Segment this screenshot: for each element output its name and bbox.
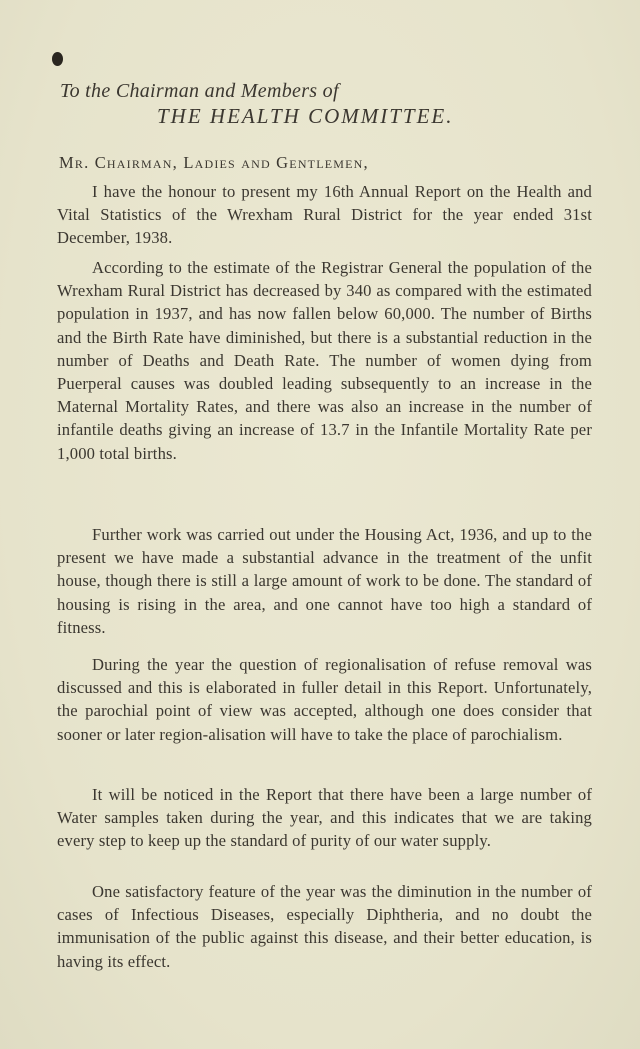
paragraph-water-samples: It will be noticed in the Report that there have been a large number of Water samples taken during the year, and this indicates that we are taking every step to keep up the standard of purity of our water supply. — [57, 785, 592, 851]
greeting: Mr. Chairman, Ladies and Gentlemen, — [59, 153, 369, 172]
binding-hole-mark — [52, 52, 63, 66]
salutation-line-1: To the Chairman and Members of — [60, 80, 339, 102]
paragraph-introduction: I have the honour to present my 16th Annual Report on the Health and Vital Statistics of the Wrexham Rural District for the year ended 31st December, 1938. — [57, 182, 592, 248]
paragraph-infectious-diseases: One satisfactory feature of the year was the diminution in the number of cases of Infectious Diseases, especially Diphtheria, and no doubt the immunisation of the public against this disease, and their better education, is having its effect. — [57, 882, 592, 971]
salutation-line-2: THE HEALTH COMMITTEE. — [157, 104, 454, 128]
paragraph-housing: Further work was carried out under the Housing Act, 1936, and up to the present we have made a substantial advance in the treatment of the unfit house, though there is still a large amount of work to be done. The standard of housing is rising in the area, and one cannot have too high a standard of fitness. — [57, 525, 592, 637]
paragraph-refuse-removal: During the year the question of regionalisation of refuse removal was discussed and this is elaborated in fuller detail in this Report. Unfortunately, the parochial point of view was accepted, although one does consider that sooner or later region-alisation will have to take the place of parochialism. — [57, 655, 592, 744]
paragraph-population: According to the estimate of the Registrar General the population of the Wrexham Rural District has decreased by 340 as compared with the estimated population in 1937, and has now fallen below 60,000. The number of Births and the Birth Rate have diminished, but there is a substantial reduction in the number of Deaths and Death Rate. The number of women dying from Puerperal causes was doubled leading subsequently to an increase in the Maternal Mortality Rates, and there was also an increase in the number of infantile deaths giving an increase of 13.7 in the Infantile Mortality Rate per 1,000 total births. — [57, 258, 592, 463]
